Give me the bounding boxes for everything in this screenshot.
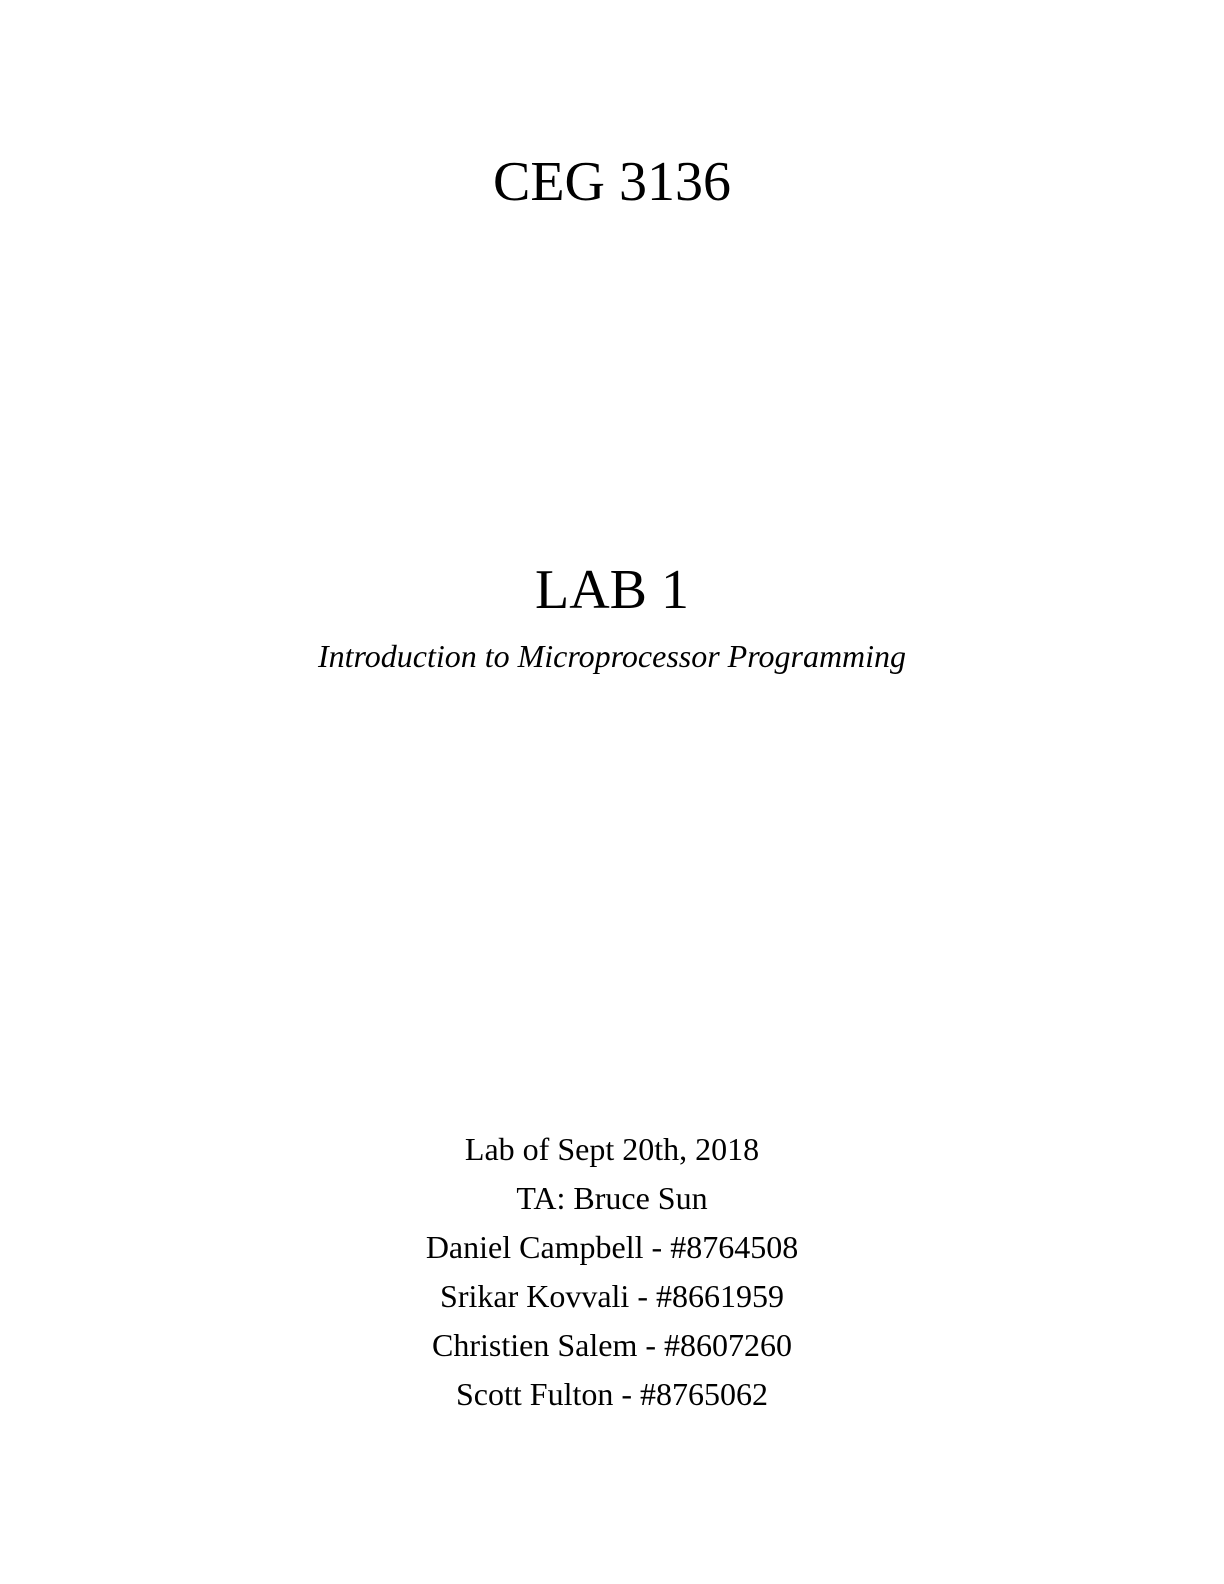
course-code: CEG 3136 <box>493 151 731 213</box>
teaching-assistant: TA: Bruce Sun <box>516 1180 708 1216</box>
team-member: Scott Fulton - #8765062 <box>455 1376 768 1412</box>
team-member: Daniel Campbell - #8764508 <box>425 1229 799 1265</box>
lab-date: Lab of Sept 20th, 2018 <box>464 1131 760 1167</box>
lab-subtitle: Introduction to Microprocessor Programming <box>317 638 907 674</box>
lab-info-block <box>0 1125 1224 1419</box>
team-member: Srikar Kovvali - #8661959 <box>440 1278 784 1314</box>
team-member: Christien Salem - #8607260 <box>432 1327 792 1363</box>
lab-title: LAB 1 <box>535 559 689 621</box>
